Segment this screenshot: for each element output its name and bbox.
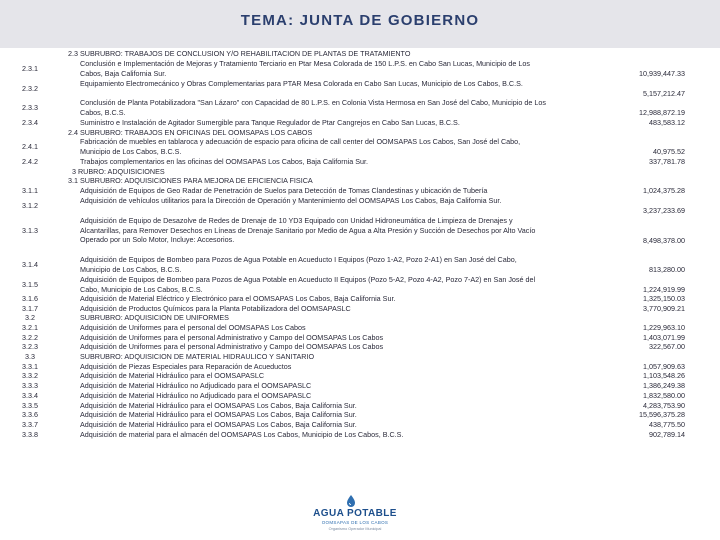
row-number: 2.4.2 <box>22 157 38 166</box>
row-description: Suministro e Instalación de Agitador Sumergible para Tanque Regulador de Ptar Cangrejos en Cabo San Lucas, B.C.S. <box>80 118 460 127</box>
row-description: 3.1 SUBRUBRO: ADQUISICIONES PARA MEJORA DE EFICIENCIA FISICA <box>68 176 313 185</box>
row-description: Adquisición de Material Hidráulico no Adjudicado para el OOMSAPASLC <box>80 381 312 390</box>
row-number: 2.3.3 <box>22 103 38 112</box>
row-description: Adquisición de Material Hidráulico para el OOMSAPAS Los Cabos, Baja California Sur. <box>80 401 357 410</box>
row-description: Adquisición de Equipos de Bombeo para Pozos de Agua Potable en Acueducto II Equipos (Pozo 5-A2, Pozo 4-A2, Pozo 7-A2) en San José del Cabo, Municipio de Los Cabos, B.C.S. <box>80 275 536 294</box>
row-description: Adquisición de Piezas Especiales para Reparación de Acueductos <box>80 362 292 371</box>
row-amount: 1,832,580.00 <box>643 391 685 400</box>
row-description: Adquisición de Productos Químicos para la Planta Potabilizadora del OOMSAPASLC <box>80 304 351 313</box>
row-number: 3.1.7 <box>22 304 38 313</box>
row-description: Equipamiento Electromecánico y Obras Complementarias para PTAR Mesa Colorada en Cabo San Lucas, Municipio de Los Cabos, B.C.S. <box>80 79 523 88</box>
row-number: 3.1.4 <box>22 260 38 269</box>
row-number: 3.2.3 <box>22 342 38 351</box>
row-number: 3.3.2 <box>22 371 38 380</box>
header-bar <box>0 0 720 48</box>
row-description: Adquisición de Equipos de Geo Radar de Penetración de Suelos para Detección de Tomas Clandestinas y ubicación de Tubería <box>80 186 488 195</box>
row-amount: 3,770,909.21 <box>643 304 685 313</box>
row-number: 3.1.1 <box>22 186 38 195</box>
row-number: 3.2 <box>25 313 35 322</box>
row-amount: 1,103,548.26 <box>643 371 685 380</box>
row-description: Adquisición de Uniformes para el personal Administrativo y Campo del OOMSAPAS Los Cabos <box>80 342 384 351</box>
row-description: Adquisición de Uniformes para el personal del OOMSAPAS Los Cabos <box>80 323 306 332</box>
row-amount: 3,237,233.69 <box>643 206 685 215</box>
row-description: Adquisición de Material Hidráulico para el OOMSAPASLC <box>80 371 265 380</box>
row-description: 2.4 SUBRUBRO: TRABAJOS EN OFICINAS DEL OOMSAPAS LOS CABOS <box>68 128 313 137</box>
row-amount: 12,988,872.19 <box>639 108 685 117</box>
row-amount: 322,567.00 <box>649 342 685 351</box>
row-number: 3.3.5 <box>22 401 38 410</box>
row-number: 3.3 <box>25 352 35 361</box>
row-number: 3.2.2 <box>22 333 38 342</box>
row-number: 3.3.7 <box>22 420 38 429</box>
page-title: TEMA: JUNTA DE GOBIERNO <box>240 12 480 29</box>
row-number: 3.2.1 <box>22 323 38 332</box>
row-amount: 1,386,249.38 <box>643 381 685 390</box>
row-amount: 15,596,375.28 <box>639 410 685 419</box>
row-description: Adquisición de Material Hidráulico para el OOMSAPAS Los Cabos, Baja California Sur. <box>80 410 357 419</box>
row-amount: 337,781.78 <box>649 157 685 166</box>
row-description: Adquisición de Equipos de Bombeo para Pozos de Agua Potable en Acueducto I Equipos (Pozo 1-A2, Pozo 2-A1) en San José del Cabo, Municipio de Los Cabos, B.C.S. <box>80 255 517 274</box>
row-description: SUBRUBRO: ADQUISICION DE MATERIAL HIDRAULICO Y SANITARIO <box>80 352 315 361</box>
row-description: SUBRUBRO: ADQUISICION DE UNIFORMES <box>80 313 229 322</box>
row-description: Adquisición de material para el almacén del OOMSAPAS Los Cabos, Municipio de Los Cabos, B.C.S. <box>80 430 404 439</box>
row-amount: 483,583.12 <box>649 118 685 127</box>
row-amount: 1,224,919.99 <box>643 285 685 294</box>
row-amount: 1,403,071.99 <box>643 333 685 342</box>
row-number: 3.1.2 <box>22 201 38 210</box>
row-amount: 40,975.52 <box>653 147 685 156</box>
row-number: 3.1.5 <box>22 280 38 289</box>
row-number: 3.3.8 <box>22 430 38 439</box>
row-amount: 4,283,753.90 <box>643 401 685 410</box>
logo-subtitle: OOMSAPAS DE LOS CABOS <box>321 520 389 525</box>
agua-potable-logo <box>300 494 410 540</box>
row-description: Trabajos complementarios en las oficinas del OOMSAPAS Los Cabos, Baja California Sur. <box>80 157 369 166</box>
logo-tagline: Organismo Operador Municipal <box>328 527 382 531</box>
row-amount: 1,229,963.10 <box>643 323 685 332</box>
row-number: 2.3.4 <box>22 118 38 127</box>
row-description: Adquisición de Material Eléctrico y Electrónico para el OOMSAPAS Los Cabos, Baja California Sur. <box>80 294 396 303</box>
row-description: Fabricación de muebles en tablaroca y adecuación de espacio para oficina de call center del OOMSAPAS Los Cabos, San José del Cabo, Municipio de Los Cabos, B.C.S. <box>80 137 521 156</box>
row-amount: 5,157,212.47 <box>643 89 685 98</box>
row-amount: 1,057,909.63 <box>643 362 685 371</box>
row-amount: 10,939,447.33 <box>639 69 685 78</box>
row-number: 3.3.1 <box>22 362 38 371</box>
row-amount: 438,775.50 <box>649 420 685 429</box>
row-number: 3.3.6 <box>22 410 38 419</box>
logo-title: AGUA POTABLE <box>313 508 397 519</box>
row-number: 3.1.6 <box>22 294 38 303</box>
row-description: Conclusión e Implementación de Mejoras y Tratamiento Terciario en Ptar Mesa Colorada de 150 L.P.S. en Cabo San Lucas, Municipio de Los Cabos, Baja California Sur. <box>80 59 531 78</box>
row-description: 3 RUBRO: ADQUISICIONES <box>72 167 165 176</box>
row-amount: 813,280.00 <box>649 265 685 274</box>
row-number: 3.1.3 <box>22 226 38 235</box>
row-number: 2.3.1 <box>22 64 38 73</box>
water-drop-icon <box>344 494 358 508</box>
row-description: Adquisición de Material Hidráulico para el OOMSAPAS Los Cabos, Baja California Sur. <box>80 420 357 429</box>
row-amount: 1,325,150.03 <box>643 294 685 303</box>
row-description: Adquisición de Uniformes para el personal Administrativo y Campo del OOMSAPAS Los Cabos <box>80 333 384 342</box>
row-amount: 1,024,375.28 <box>643 186 685 195</box>
row-number: 2.4.1 <box>22 142 38 151</box>
row-description: Adquisición de vehículos utilitarios para la Dirección de Operación y Mantenimiento del OOMSAPAS Los Cabos, Baja California Sur. <box>80 196 502 205</box>
row-description: Adquisición de Material Hidráulico no Adjudicado para el OOMSAPASLC <box>80 391 312 400</box>
row-description: Adquisición de Equipo de Desazolve de Redes de Drenaje de 10 YD3 Equipado con Unidad Hidroneumática de Limpieza de Drenajes y Alcantarillas, para Remover Desechos en Líneas de Drenaje Sanitario por Medio de Agua a Alta Presión y Succión de Desechos por Alto Vacío Operado por un Solo Motor, Incluye: Accesorios. <box>80 216 536 245</box>
row-amount: 902,789.14 <box>649 430 685 439</box>
row-description: 2.3 SUBRUBRO: TRABAJOS DE CONCLUSION Y/O REHABILITACION DE PLANTAS DE TRATAMIENTO <box>68 49 411 58</box>
row-description: Conclusión de Planta Potabilizadora "San Lázaro" con Capacidad de 80 L.P.S. en Colonia Vista Hermosa en San José del Cabo, Municipio de Los Cabos, B.C.S. <box>80 98 546 117</box>
row-number: 2.3.2 <box>22 84 38 93</box>
row-amount: 8,498,378.00 <box>643 236 685 245</box>
row-number: 3.3.3 <box>22 381 38 390</box>
row-number: 3.3.4 <box>22 391 38 400</box>
